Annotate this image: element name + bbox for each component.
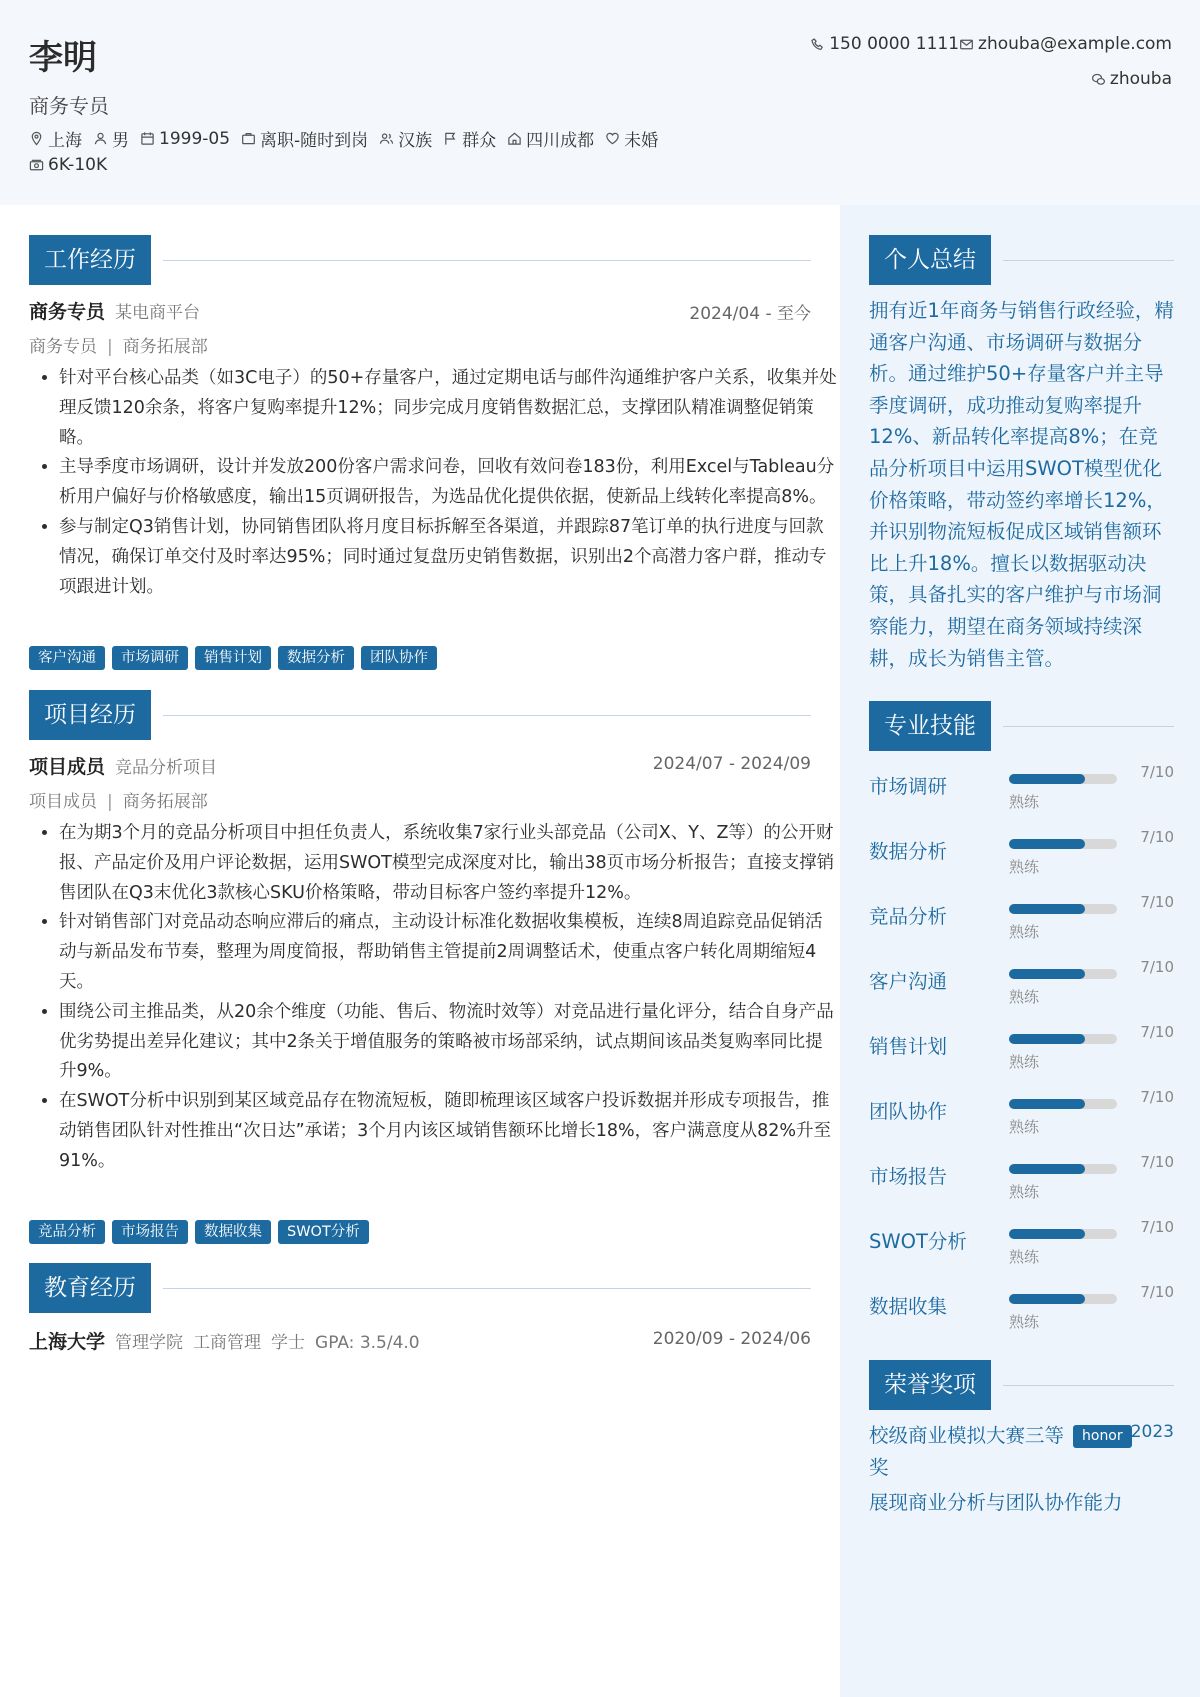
skill-row [869, 822, 1174, 882]
skill-name: 销售计划 [869, 1035, 948, 1058]
phone-text: 150 0000 1111 [829, 34, 960, 54]
work-section-title: 工作经历 [29, 235, 151, 285]
section-divider [1003, 260, 1174, 261]
project-role: 项目成员 [29, 756, 106, 778]
work-department: 商务拓展部 [122, 337, 208, 357]
section-divider [1003, 726, 1174, 727]
skill-row [869, 952, 1174, 1012]
heart-icon [605, 131, 620, 146]
education-date: 2020/09 - 2024/06 [652, 1329, 811, 1349]
award-year: 2023 [1130, 1422, 1174, 1442]
section-divider [163, 260, 811, 261]
project-bullet: • 针对销售部门对竞品动态响应滞后的痛点，主动设计标准化数据收集模板，连续8周追踪竞品促销活动与新品发布节奏，整理为周度简报，帮助销售主管提前2周调整话术，使重点客户转化周期缩短4天。 [59, 908, 839, 997]
skill-tag: 数据收集 [195, 1220, 271, 1244]
location-text: 上海 [48, 131, 82, 151]
skill-row [869, 1017, 1174, 1077]
personal-info-row [29, 126, 669, 151]
skill-level: 熟练 [1009, 1248, 1040, 1266]
skill-score: 7/10 [1140, 958, 1174, 976]
skills-section-title: 专业技能 [869, 701, 991, 751]
award-name: 校级商业模拟大赛三等奖 [869, 1424, 1065, 1479]
skill-bar [1009, 969, 1117, 979]
skill-row [869, 757, 1174, 817]
skill-row [869, 887, 1174, 947]
skill-name: 数据收集 [869, 1295, 948, 1318]
skill-score: 7/10 [1140, 763, 1174, 781]
school-name: 上海大学 [29, 1331, 106, 1353]
skill-level: 熟练 [1009, 1313, 1040, 1331]
skill-bar [1009, 1034, 1117, 1044]
money-icon [29, 158, 44, 173]
skill-level: 熟练 [1009, 923, 1040, 941]
work-bullet: • 参与制定Q3销售计划，协同销售团队将月度目标拆解至各渠道，并跟踪87笔订单的执行进度与回款情况，确保订单交付及时率达95%；同时通过复盘历史销售数据，识别出2个高潜力客户群，推动专项跟进计划。 [59, 513, 839, 602]
skill-score: 7/10 [1140, 1088, 1174, 1106]
flag-icon [443, 131, 458, 146]
education-entry [29, 1327, 811, 1355]
separator: | [107, 337, 113, 357]
skill-score: 7/10 [1140, 1218, 1174, 1236]
gender-text: 男 [112, 131, 129, 151]
work-sub-role: 商务专员 [29, 337, 97, 357]
skill-level: 熟练 [1009, 1183, 1040, 1201]
skill-bar-fill [1009, 1099, 1085, 1109]
location-item [29, 126, 82, 151]
skill-bar [1009, 1164, 1117, 1174]
skill-row [869, 1082, 1174, 1142]
job-title: 商务专员 [29, 94, 109, 118]
ethnicity-text: 汉族 [398, 131, 433, 151]
education-section-title: 教育经历 [29, 1263, 151, 1313]
project-entry-subline [29, 787, 208, 812]
wechat-row [1091, 69, 1172, 89]
skill-tag: 团队协作 [361, 646, 437, 670]
skill-tag: 客户沟通 [29, 646, 105, 670]
skill-score: 7/10 [1140, 828, 1174, 846]
salary-item [29, 155, 107, 175]
work-bullet-list [29, 364, 839, 602]
wechat-icon [1091, 72, 1106, 87]
calendar-icon [140, 131, 155, 146]
skill-level: 熟练 [1009, 793, 1040, 811]
gpa-text: GPA: 3.5/4.0 [315, 1333, 420, 1353]
project-bullet: • 在为期3个月的竞品分析项目中担任负责人，系统收集7家行业头部竞品（公司X、Y、Z等）的公开财报、产品定价及用户评论数据，运用SWOT模型完成深度对比，输出38页市场分析报告；直接支撑销售团队在Q3末优化3款核心SKU价格策略，带动目标客户签约率提升12%。 [59, 819, 839, 908]
skill-bar-fill [1009, 1164, 1085, 1174]
degree-name: 学士 [271, 1333, 306, 1353]
major-name: 工商管理 [193, 1333, 262, 1353]
work-entry-subline [29, 332, 208, 357]
wechat-text: zhouba [1109, 69, 1172, 89]
birth-text: 1999-05 [159, 128, 231, 149]
section-divider [163, 715, 811, 716]
project-section-title: 项目经历 [29, 690, 151, 740]
hometown-text: 四川成都 [526, 131, 595, 151]
briefcase-icon [241, 131, 256, 146]
section-divider [1003, 1385, 1174, 1386]
skill-tag: 市场报告 [112, 1220, 188, 1244]
skill-level: 熟练 [1009, 1053, 1040, 1071]
skill-bar-fill [1009, 904, 1085, 914]
email-item[interactable] [959, 34, 1172, 54]
skill-name: 市场调研 [869, 775, 948, 798]
politics-text: 群众 [462, 131, 497, 151]
skill-bar [1009, 1229, 1117, 1239]
project-sub-role: 项目成员 [29, 792, 97, 812]
user-icon [93, 131, 108, 146]
skill-tag: SWOT分析 [278, 1220, 369, 1244]
work-company: 某电商平台 [115, 303, 201, 323]
skill-name: SWOT分析 [869, 1230, 967, 1253]
contact-row [810, 34, 1172, 54]
marital-item [605, 126, 658, 151]
project-bullet: • 在SWOT分析中识别到某区域竞品存在物流短板，随即梳理该区域客户投诉数据并形成专项报告，推动销售团队针对性推出“次日达”承诺；3个月内该区域销售额环比增长18%，客户满意度从82%升至91%。 [59, 1087, 839, 1176]
skill-score: 7/10 [1140, 1023, 1174, 1041]
birth-item [140, 129, 230, 149]
skill-bar-fill [1009, 1294, 1085, 1304]
status-item [241, 126, 368, 151]
skill-level: 熟练 [1009, 858, 1040, 876]
skill-tag: 数据分析 [278, 646, 354, 670]
skill-bar-fill [1009, 1034, 1085, 1044]
work-entry-header [29, 297, 811, 325]
project-bullet-list [29, 819, 839, 1177]
separator: | [107, 792, 113, 812]
awards-section-title: 荣誉奖项 [869, 1360, 991, 1410]
project-date: 2024/07 - 2024/09 [652, 754, 811, 774]
wechat-item[interactable] [1091, 69, 1172, 89]
skill-bar [1009, 1099, 1117, 1109]
email-text: zhouba@example.com [978, 34, 1172, 54]
skill-name: 数据分析 [869, 840, 948, 863]
home-icon [507, 131, 522, 146]
skill-bar-fill [1009, 839, 1085, 849]
project-name: 竞品分析项目 [115, 758, 218, 778]
skill-row [869, 1147, 1174, 1207]
skill-bar-fill [1009, 774, 1085, 784]
resume-header [0, 0, 1200, 205]
project-bullet: • 围绕公司主推品类，从20余个维度（功能、售后、物流时效等）对竞品进行量化评分，结合自身产品优劣势提出差异化建议；其中2条关于增值服务的策略被市场部采纳，试点期间该品类复购率同比提升9%。 [59, 998, 839, 1087]
work-tag-list [29, 646, 444, 670]
skill-row [869, 1277, 1174, 1337]
users-icon [379, 131, 394, 146]
project-tag-list [29, 1220, 376, 1244]
skill-name: 竞品分析 [869, 905, 948, 928]
skill-tag: 销售计划 [195, 646, 271, 670]
skill-score: 7/10 [1140, 1153, 1174, 1171]
skill-tag: 竞品分析 [29, 1220, 105, 1244]
phone-icon [810, 37, 825, 52]
skill-name: 团队协作 [869, 1100, 948, 1123]
work-bullet: • 主导季度市场调研，设计并发放200份客户需求问卷，回收有效问卷183份，利用Excel与Tableau分析用户偏好与价格敏感度，输出15页调研报告，为选品优化提供依据，使新品上线转化率提高8%。 [59, 453, 839, 513]
status-text: 离职-随时到岗 [260, 131, 369, 151]
skill-level: 熟练 [1009, 988, 1040, 1006]
award-description: 展现商业分析与团队协作能力 [869, 1491, 1123, 1514]
summary-text: 拥有近1年商务与销售行政经验，精通客户沟通、市场调研与数据分析。通过维护50+存量客户并主导季度调研，成功推动复购率提升12%、新品转化率提高8%；在竞品分析项目中运用SWOT模型优化价格策略，带动签约率增长12%，并识别物流短板促成区域销售额环比上升18%。擅长以数据驱动决策，具备扎实的客户维护与市场洞察能力，期望在商务领域持续深耕，成长为销售主管。 [869, 299, 1174, 670]
project-department: 商务拓展部 [122, 792, 208, 812]
skill-level: 熟练 [1009, 1118, 1040, 1136]
skill-score: 7/10 [1140, 893, 1174, 911]
skill-name: 市场报告 [869, 1165, 948, 1188]
skill-bar-fill [1009, 1229, 1085, 1239]
gender-item [93, 126, 129, 151]
skill-bar [1009, 839, 1117, 849]
mail-icon [959, 37, 974, 52]
section-divider [163, 1288, 811, 1289]
college-name: 管理学院 [115, 1333, 184, 1353]
marital-text: 未婚 [624, 131, 659, 151]
skill-tag: 市场调研 [112, 646, 188, 670]
work-bullet: • 针对平台核心品类（如3C电子）的50+存量客户，通过定期电话与邮件沟通维护客户关系，收集并处理反馈120余条，将客户复购率提升12%；同步完成月度销售数据汇总，支撑团队精准调整促销策略。 [59, 364, 839, 453]
candidate-name: 李明 [29, 38, 97, 78]
politics-item [443, 126, 496, 151]
location-pin-icon [29, 131, 44, 146]
skill-bar-fill [1009, 969, 1085, 979]
skill-bar [1009, 904, 1117, 914]
skill-bar [1009, 1294, 1117, 1304]
salary-row [29, 155, 118, 175]
skill-row [869, 1212, 1174, 1272]
skill-score: 7/10 [1140, 1283, 1174, 1301]
ethnicity-item [379, 126, 432, 151]
skill-name: 客户沟通 [869, 970, 948, 993]
work-date: 2024/04 - 至今 [689, 304, 811, 324]
skill-bar [1009, 774, 1117, 784]
hometown-item [507, 126, 594, 151]
salary-text: 6K-10K [48, 155, 108, 175]
work-role: 商务专员 [29, 301, 106, 323]
summary-section-title: 个人总结 [869, 235, 991, 285]
project-entry-header [29, 752, 811, 780]
phone-item[interactable] [810, 34, 959, 54]
award-badge: honor [1073, 1425, 1132, 1448]
